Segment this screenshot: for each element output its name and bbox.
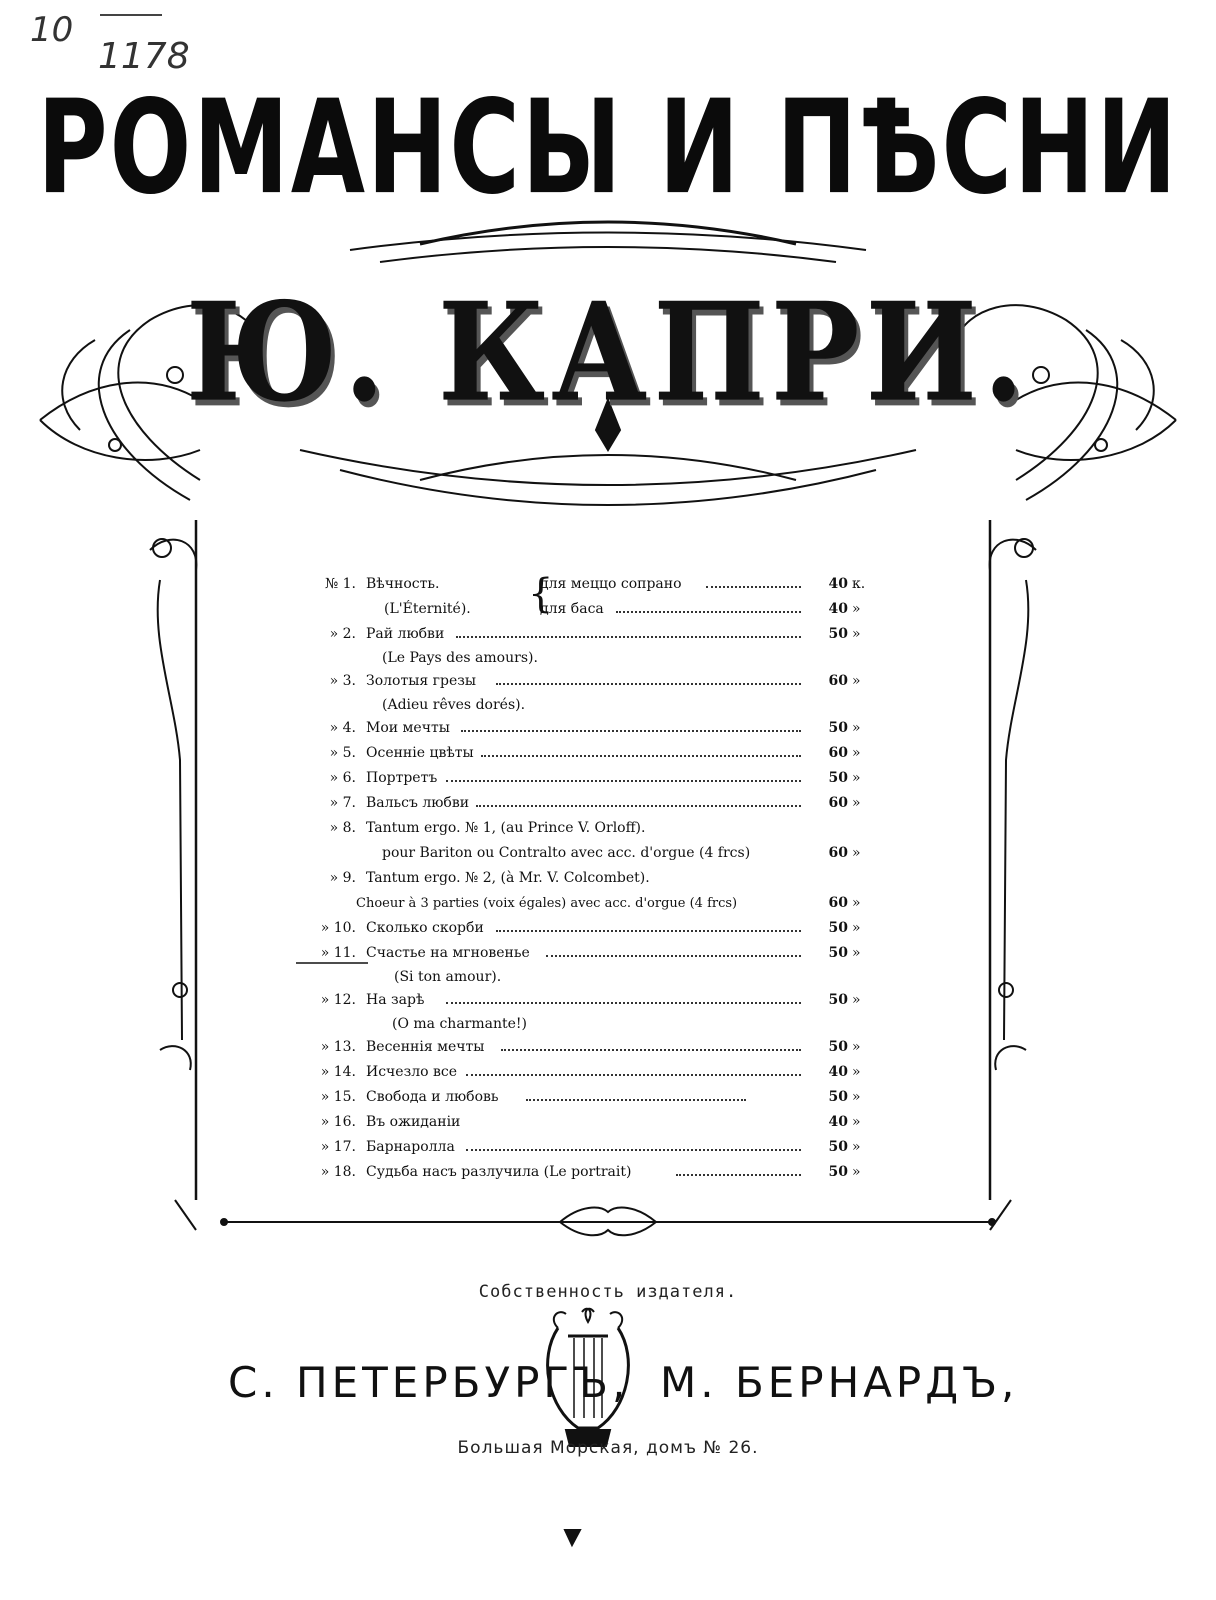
item-title: Портретъ — [366, 770, 438, 786]
item-subtitle: (L'Éternité). — [384, 601, 471, 617]
item-number: » 12. — [320, 992, 356, 1008]
list-item — [296, 941, 886, 966]
item-title: Счастье на мгновенье — [366, 945, 530, 961]
item-number: » 7. — [329, 795, 356, 811]
item-title: Свобода и любовь — [366, 1089, 499, 1105]
item-number: » 13. — [320, 1039, 356, 1055]
item-subtitle: (Le Pays des amours). — [382, 650, 538, 666]
item-title: Судьба насъ разлучила (Le portrait) — [366, 1164, 632, 1180]
item-subtitle: (Adieu rêves dorés). — [382, 697, 526, 713]
item-subtitle: Choeur à 3 parties (voix égales) avec acc. d'orgue (4 frcs) — [356, 896, 738, 911]
item-price: 40 — [828, 1114, 848, 1130]
publisher-city: С. ПЕТЕРБУРГЪ, — [228, 1358, 630, 1407]
list-item-subtitle-row — [296, 841, 886, 866]
item-subtitle: (Si ton amour). — [394, 969, 502, 985]
item-price: 50 — [828, 626, 848, 642]
leader-dots — [496, 683, 801, 685]
item-price: 50 — [828, 945, 848, 961]
item-number: » 4. — [329, 720, 356, 736]
item-number: » 14. — [320, 1064, 356, 1080]
leader-dots — [546, 955, 801, 957]
item-number: » 15. — [320, 1089, 356, 1105]
item-price: 50 — [828, 1039, 848, 1055]
item-title: Tantum ergo. № 1, (au Prince V. Orloff). — [366, 820, 646, 836]
list-item — [296, 1110, 886, 1135]
item-number: » 9. — [329, 870, 356, 886]
list-item — [296, 766, 886, 791]
item-currency: » — [852, 626, 861, 642]
item-currency: » — [852, 1164, 861, 1180]
item-currency: » — [852, 770, 861, 786]
handwritten-mark-b: 1178 — [98, 36, 190, 77]
item-currency: » — [852, 720, 861, 736]
leader-dots — [466, 1149, 801, 1151]
list-item — [296, 1135, 886, 1160]
item-title: Сколько скорби — [366, 920, 484, 936]
list-item — [296, 916, 886, 941]
item-currency: » — [852, 795, 861, 811]
item-price: 50 — [828, 992, 848, 1008]
ownership-note: Собственность издателя. — [478, 1282, 738, 1302]
item-title: Рай любви — [366, 626, 445, 642]
item-number: » 8. — [329, 820, 356, 836]
list-item — [296, 716, 886, 741]
leader-dots — [706, 586, 801, 588]
item-price: 50 — [828, 1164, 848, 1180]
leader-dots — [461, 730, 801, 732]
list-item-subtitle-row — [296, 647, 886, 669]
item-price: 60 — [828, 845, 848, 861]
item-number: » 17. — [320, 1139, 356, 1155]
item-currency: » — [852, 945, 861, 961]
item-number: » 11. — [320, 945, 356, 961]
item-number: » 3. — [329, 673, 356, 689]
voice-label: для баса — [540, 601, 604, 617]
list-item — [296, 622, 886, 647]
item-currency: » — [852, 1039, 861, 1055]
item-title: Мои мечты — [366, 720, 450, 736]
list-item — [296, 816, 886, 841]
publisher-name: М. БЕРНАРДЪ, — [660, 1358, 1019, 1407]
list-item — [296, 597, 886, 622]
page-title: РОМАНСЫ И ПѢСНИ — [37, 72, 1179, 224]
item-currency: » — [852, 992, 861, 1008]
item-currency: » — [852, 920, 861, 936]
item-currency: » — [852, 1064, 861, 1080]
song-list — [296, 572, 886, 1185]
item-title: На зарѣ — [366, 992, 425, 1008]
item-currency: » — [852, 745, 861, 761]
item-currency: » — [852, 673, 861, 689]
leader-dots — [676, 1174, 801, 1176]
leader-dots — [466, 1074, 801, 1076]
item-title: Золотыя грезы — [366, 673, 477, 689]
composer-name: Ю. КАПРИ. — [185, 272, 1031, 432]
item-currency: » — [852, 845, 861, 861]
item-title: Барнаролла — [366, 1139, 455, 1155]
list-item — [296, 791, 886, 816]
leader-dots — [456, 636, 801, 638]
item-title: Въ ожиданiи — [366, 1114, 461, 1130]
item-price: 50 — [828, 770, 848, 786]
list-item — [296, 1060, 886, 1085]
item-title: Исчезло все — [366, 1064, 458, 1080]
list-item — [296, 1085, 886, 1110]
item-title: Вѣчность. — [366, 576, 440, 592]
item-number: » 18. — [320, 1164, 356, 1180]
item-currency: » — [852, 1114, 861, 1130]
list-item — [296, 1035, 886, 1060]
brace-symbol: { — [528, 571, 554, 617]
list-item-subtitle-row — [296, 891, 886, 916]
list-item — [296, 866, 886, 891]
leader-dots — [616, 611, 801, 613]
item-subtitle: (O ma charmante!) — [392, 1016, 527, 1032]
item-currency: » — [852, 601, 861, 617]
leader-dots — [446, 1002, 801, 1004]
item-price: 60 — [828, 673, 848, 689]
item-number: » 10. — [320, 920, 356, 936]
item-price: 60 — [828, 895, 848, 911]
item-price: 40 — [828, 601, 848, 617]
leader-dots — [501, 1049, 801, 1051]
voice-label: для меццо сопрано — [540, 576, 682, 592]
item-price: 50 — [828, 1139, 848, 1155]
leader-dots — [496, 930, 801, 932]
item-currency: » — [852, 1139, 861, 1155]
leader-dots — [526, 1099, 746, 1101]
item-price: 40 — [828, 1064, 848, 1080]
item-title: Осеннiе цвѣты — [366, 745, 474, 761]
leader-dots — [481, 755, 801, 757]
item-subtitle: pour Bariton ou Contralto avec acc. d'orgue (4 frcs) — [382, 845, 751, 861]
item-price: 50 — [828, 920, 848, 936]
item-price: 60 — [828, 795, 848, 811]
item-number: » 16. — [320, 1114, 356, 1130]
list-item-subtitle-row — [296, 966, 886, 988]
handwritten-mark-a: 10 — [30, 10, 74, 50]
list-item — [296, 669, 886, 694]
item-title: Вальсъ любви — [366, 795, 470, 811]
list-item — [296, 1160, 886, 1185]
item-currency: к. — [852, 576, 866, 592]
leader-dots — [446, 780, 801, 782]
item-price: 50 — [828, 720, 848, 736]
item-currency: » — [852, 895, 861, 911]
item-price: 50 — [828, 1089, 848, 1105]
item-number: » 5. — [329, 745, 356, 761]
item-currency: » — [852, 1089, 861, 1105]
list-item — [296, 741, 886, 766]
item-number: № 1. — [324, 576, 356, 592]
list-item — [296, 988, 886, 1013]
item-number: » 2. — [329, 626, 356, 642]
list-item-subtitle-row — [296, 694, 886, 716]
item-number: » 6. — [329, 770, 356, 786]
item-price: 60 — [828, 745, 848, 761]
item-title: Tantum ergo. № 2, (à Mr. V. Colcombet). — [366, 870, 650, 886]
list-item-subtitle-row — [296, 1013, 886, 1035]
leader-dots — [476, 805, 801, 807]
publisher-address: Большая Морская, домъ № 26. — [457, 1438, 759, 1458]
item-price: 40 — [828, 576, 848, 592]
item-title: Весеннiя мечты — [366, 1039, 485, 1055]
